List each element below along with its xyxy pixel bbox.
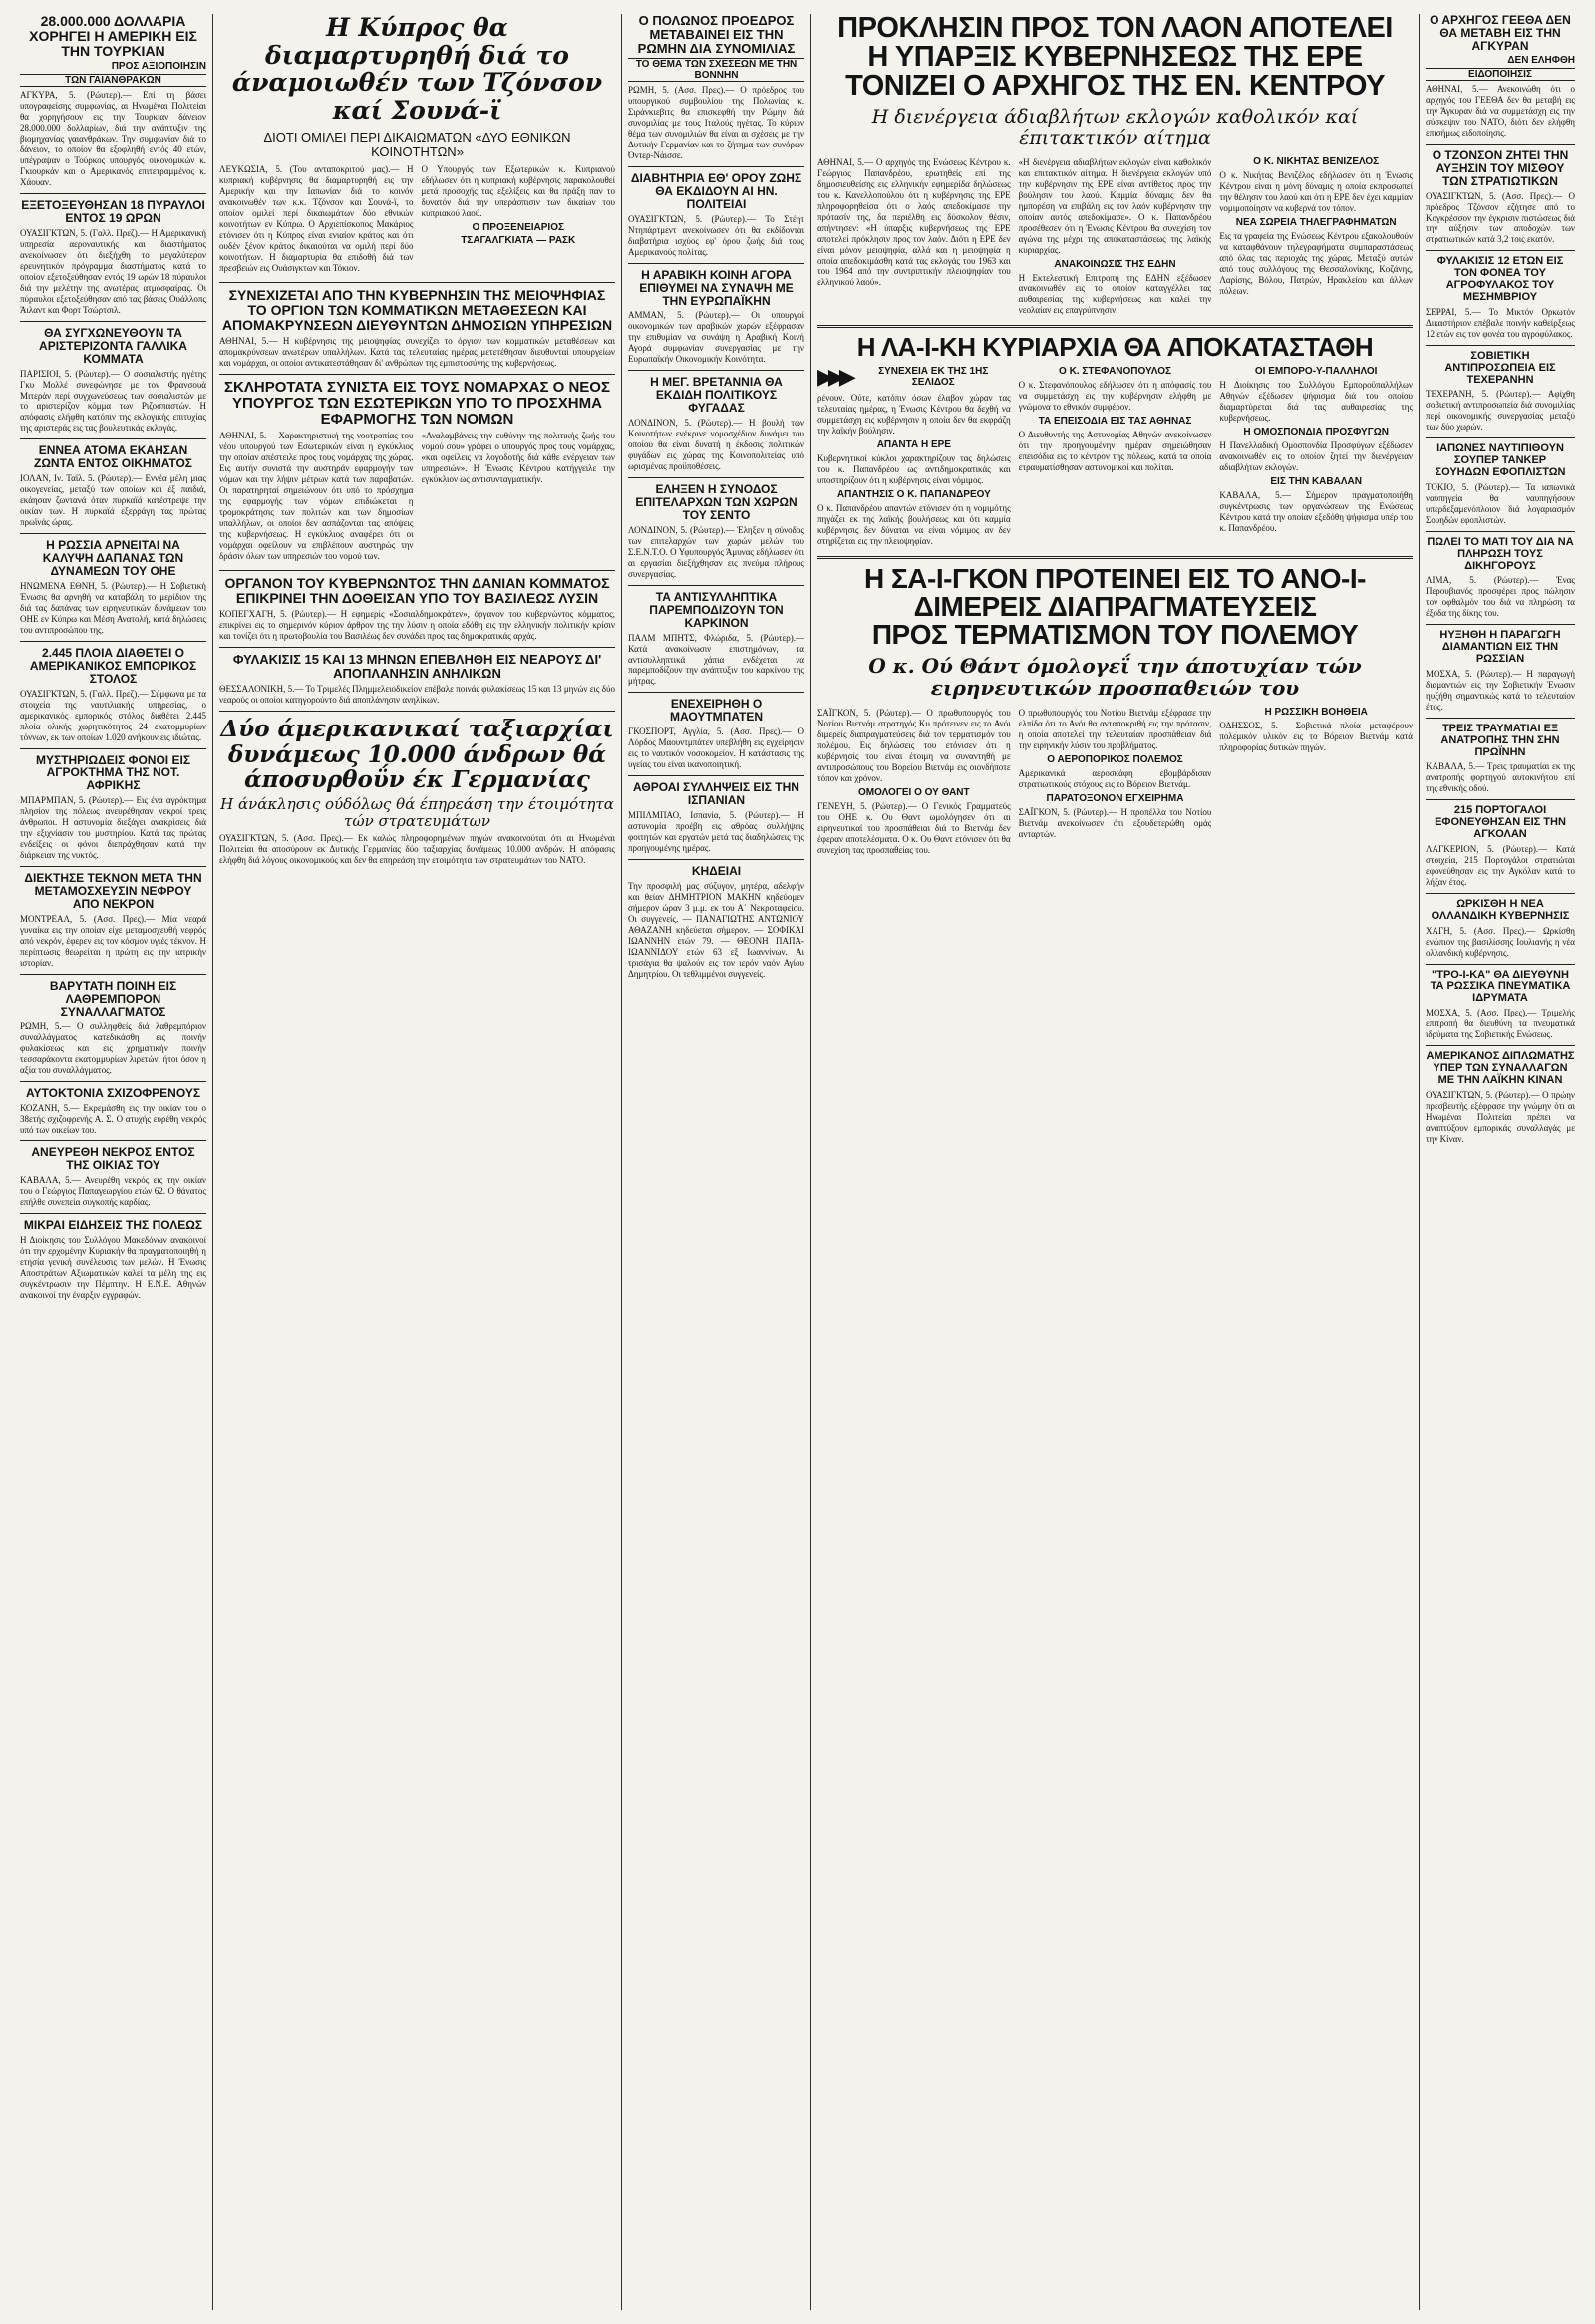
article-body: ΘΕΣΣΑΛΟΝΙΚΗ, 5.— Το Τριμελές Πλημμελειοδικείον επέβαλε ποινάς φυλακίσεως 15 και 13 μηνών εις δύο νεαρούς οι οποίοι κατηγορούντο διά αποπλάνησιν ανηλίκων. [219,684,615,706]
headline: Ο ΠΟΛΩΝΟΣ ΠΡΟΕΔΡΟΣ ΜΕΤΑΒΑΙΝΕΙ ΕΙΣ ΤΗΝ ΡΩΜΗΝ ΔΙΑ ΣΥΝΟΜΙΛΙΑΣ [637,14,796,57]
headline: ΜΙΚΡΑΙ ΕΙΔΗΣΕΙΣ ΤΗΣ ΠΟΛΕΩΣ [23,1218,203,1233]
article-body: ΙΟΛΑΝ, Ιν. Ταϊλ. 5. (Ρώυτερ).— Εννέα μέλη μιας οικογενείας, μεταξύ των οποίων και έξ παιδιά, εκάησαν ζωντανά όταν πυρκαϊά κατέστρεψε την οικίαν των. Η πυρκαϊά εξερράγη τας πρώτας πρωϊνάς ώρας. [20,473,206,528]
headline: ΑΝΕΥΡΕΘΗ ΝΕΚΡΟΣ ΕΝΤΟΣ ΤΗΣ ΟΙΚΙΑΣ ΤΟΥ [31,1145,195,1173]
headline: Η ΑΡΑΒΙΚΗ ΚΟΙΝΗ ΑΓΟΡΑ ΕΠΙΘΥΜΕΙ ΝΑ ΣΥΝΑΨΗ ΜΕ ΤΗΝ ΕΥΡΩΠΑΪΚΗΝ [639,267,794,308]
subheadline: ΤΟ ΘΕΜΑ ΤΩΝ ΣΧΕΣΕΩΝ ΜΕ ΤΗΝ ΒΟΝΝΗΝ [628,58,804,82]
headline: ΕΞΕΤΟΞΕΥΘΗΣΑΝ 18 ΠΥΡΑΥΛΟΙ ΕΝΤΟΣ 19 ΩΡΩΝ [21,198,205,225]
headline: ΑΜΕΡΙΚΑΝΟΣ ΔΙΠΛΩΜΑΤΗΣ ΥΠΕΡ ΤΩΝ ΣΥΝΑΛΛΑΓΩΝ ΜΕ ΤΗΝ ΛΑΪΚΗΝ ΚΙΝΑΝ [1426,1050,1575,1086]
headline: ΚΗΔΕΙΑΙ [691,863,742,878]
headline: ΔΙΑΒΗΤΗΡΙΑ ΕΘ' ΟΡΟΥ ΖΩΗΣ ΘΑ ΕΚΔΙΔΟΥΝ ΑΙ ΗΝ. ΠΟΛΙΤΕΙΑΙ [630,170,802,211]
headline: ΑΘΡΟΑΙ ΣΥΛΛΗΨΕΙΣ ΕΙΣ ΤΗΝ ΙΣΠΑΝΙΑΝ [633,780,799,808]
subheadline: ΤΩΝ ΓΑΙΑΝΘΡΑΚΩΝ [20,74,206,87]
headline: Δύο άμερικανικαί ταξιαρχίαι δυνάμεως 10.000 άνδρων θά άποσυρθοΰν έκ Γερμανίας [220,716,614,793]
headline: ΣΚΛΗΡΟΤΑΤΑ ΣΥΝΙΣΤΑ ΕΙΣ ΤΟΥΣ ΝΟΜΑΡΧΑΣ Ο ΝΕΟΣ ΥΠΟΥΡΓΟΣ ΤΩΝ ΕΣΩΤΕΡΙΚΩΝ ΥΠΟ ΤΟ ΠΡΟΣΧΗΜΑ ΕΦΑΡΜΟΓΗΣ ΤΩΝ ΝΟΜΩΝ [224,378,610,429]
section-label: ΝΕΑ ΣΩΡΕΙΑ ΤΗΛΕΓΡΑΦΗΜΑΤΩΝ [1235,216,1397,228]
article-body: ΛΟΝΔΙΝΟΝ, 5. (Ρώυτερ).— Η βουλή των Κοινοτήτων ενέκρινε νομοσχέδιον δυνάμει του οποίου θα είναι δυνατή η έκδοσις πολιτικών φυγάδων εις χώρας της Κοινοπολιτείας υπό ωρισμένας προϋποθέσεις. [628,418,804,472]
article-body: ΚΟΖΑΝΗ, 5.— Εκρεμάσθη εις την οικίαν του ο 38ετής σχιζοφρενής Α. Σ. Ο ατυχής ευρέθη νεκρός υπό των οικείων του. [20,1102,206,1135]
subheadline: ΠΡΟΣ ΑΞΙΟΠΟΙΗΣΙΝ [111,61,206,73]
section-label: ΟΙ ΕΜΠΟΡΟ-Υ-ΠΑΛΛΗΛΟΙ [1254,366,1378,378]
headline: ΤΑ ΑΝΤΙΣΥΛΛΗΠΤΙΚΑ ΠΑΡΕΜΠΟΔΙΖΟΥΝ ΤΟΝ ΚΑΡΚΙΝΟΝ [649,589,784,630]
continuation-label: ΣΥΝΕΧΕΙΑ ΕΚ ΤΗΣ 1ΗΣ ΣΕΛΙΔΟΣ [878,366,989,389]
article-body: ΚΑΒΑΛΑ, 5.— Ανευρέθη νεκρός εις την οικίαν του ο Γεώργιος Παπαγεωργίου ετών 62. Ο θάνατος επήλθε συνεπεία συγκοπής καρδίας. [20,1175,206,1208]
article-body: ΑΜΜΑΝ, 5. (Ρώυτερ).— Οι υπουργοί οικονομικών των αραβικών χωρών εξέφρασαν την επιθυμίαν να συνάψη η Αραβική Κοινή Αγορά συμφωνίαν συνεργασίας με την Ευρωπαϊκήν Οικονομικήν Κοινότητα. [628,310,804,365]
section-label: ΠΑΡΑΤΟΞΟΝΟΝ ΕΓΧΕΙΡΗΜΑ [1046,792,1184,804]
headline: ΦΥΛΑΚΙΣΙΣ 12 ΕΤΩΝ ΕΙΣ ΤΟΝ ΦΟΝΕΑ ΤΟΥ ΑΓΡΟΦΥΛΑΚΟΣ ΤΟΥ ΜΕΣΗΜΒΡΙΟΥ [1436,255,1564,304]
article-body: ΟΥΑΣΙΓΚΤΩΝ, 5. (Γαλλ. Πρεζ).— Σύμφωνα με τα στοιχεία της ναυτιλιακής υπηρεσίας, ο αμερικανικός εμπορικός στόλος διαθέτει 2.445 πλοία ολικής χωρητικότητος 24 εκατομμυρίων τόννων, εκ των οποίων 1.020 ανήκουν εις ιδιώτας. [20,688,206,742]
article-body: Ο Διευθυντής της Αστυνομίας Αθηνών ανεκοίνωσεν ότι την προηγουμένην ημέραν σημειώθησαν επεισόδια εις το κέντρον της πόλεως, κατά τα οποία ετραυματίσθησαν αστυνομικοί και πολίται. [1018,430,1212,473]
article-body: ΜΟΣΧΑ, 5. (Ρώυτερ).— Η παραγωγή διαμαντιών εις την Σοβιετικήν Ένωσιν ηυξήθη σημαντικώς κατά το τελευταίον έτος. [1426,668,1575,712]
headline: ΣΥΝΕΧΙΖΕΤΑΙ ΑΠΟ ΤΗΝ ΚΥΒΕΡΝΗΣΙΝ ΤΗΣ ΜΕΙΟΨΗΦΙΑΣ ΤΟ ΟΡΓΙΟΝ ΤΩΝ ΚΟΜΜΑΤΙΚΩΝ ΜΕΤΑΘΕΣΕΩΝ ΚΑΙ ΑΠΟΜΑΚΡΥΝΣΕΩΝ ΔΙΕΥΘΥΝΤΩΝ ΔΗΜΟΣΙΩΝ ΥΠΗΡΕΣΙΩΝ [221,286,613,333]
headline: ΗΥΞΗΘΗ Η ΠΑΡΑΓΩΓΗ ΔΙΑΜΑΝΤΙΩΝ ΕΙΣ ΤΗΝ ΡΩΣΣΙΑΝ [1439,629,1561,666]
article-body: ΚΟΠΕΓΧΑΓΗ, 5. (Ρώυτερ).— Η εφημερίς «Σοσιαλδημοκράτεν», όργανον του κυβερνώντος κόμματος, επικρίνει εις το σημερινόν κύριον άρθρον της την λύσιν η οποία εδόθη εις την ελληνικήν πολιτικήν κρίσιν και τονίζει ότι η πρωτοβουλία του Βασιλέως δεν συνάδει προς τας δημοκρατικάς αρχάς. [219,609,615,642]
article-body: ΧΑΓΗ, 5. (Ασσ. Πρες).— Ωρκίσθη ενώπιον της βασιλίσσης Ιουλιανής η νέα ολλανδική κυβέρνησις. [1426,925,1575,958]
article-body: ΟΥΑΣΙΓΚΤΩΝ, 5. (Ασσ. Πρες).— Ο πρόεδρος Τζόνσον εζήτησε από το Κογκρέσσον την έγκρισιν πιστώσεως διά την αύξησιν των αποδοχών των στρατιωτικών κατά 3,2 τοις εκατόν. [1426,190,1575,245]
article-body: ΓΚΟΣΠΟΡΤ, Αγγλία, 5. (Ασσ. Πρες).— Ο Λόρδος Μαουντμπάτεν υπεβλήθη εις εγχείρησιν εις το ναυτικόν νοσοκομείον. Η κατάστασις της υγείας του είναι ικανοποιητική. [628,726,804,770]
headline: ΘΑ ΣΥΓΧΩΝΕΥΘΟΥΝ ΤΑ ΑΡΙΣΤΕΡΙΖΟΝΤΑ ΓΑΛΛΙΚΑ ΚΟΜΜΑΤΑ [39,325,187,366]
headline: 28.000.000 ΔΟΛΛΑΡΙΑ ΧΟΡΗΓΕΙ Η ΑΜΕΡΙΚΗ ΕΙΣ ΤΗΝ ΤΟΥΡΚΙΑΝ [29,14,197,60]
article-body: Αμερικανικά αεροσκάφη εβομβάρδισαν στρατιωτικούς στόχους εις το Βόρειον Βιετνάμ. [1018,767,1212,789]
headline: Η ΛΑ-Ι-ΚΗ ΚΥΡΙΑΡΧΙΑ ΘΑ ΑΠΟΚΑΤΑΣΤΑΘΗ [856,332,1374,363]
headline: 215 ΠΟΡΤΟΓΑΛΟΙ ΕΦΟΝΕΥΘΗΣΑΝ ΕΙΣ ΤΗΝ ΑΓΚΟΛΑΝ [1435,804,1566,841]
column-1 [14,14,213,2310]
article-body: Ο κ. Στεφανόπουλος εδήλωσεν ότι η απόφασίς του να συμμετάσχη εις την κυβέρνησιν ελήφθη με γνώμονα το εθνικόν συμφέρον. [1018,380,1212,413]
article-body: ΣΑΪΓΚΟΝ, 5. (Ρώυτερ).— Ο πρωθυπουργός του Νοτίου Βιετνάμ στρατηγός Κυ πρότεινεν εις το Ανόι διμερείς διαπραγματεύσεις διά τον τερματισμόν του πολέμου. Εις δηλώσεις του ετόνισεν ότι η κυβέρνησίς του είναι έτοιμη να συναντηθή με αντιπροσώπους του Βορείου Βιετνάμ εις οιονδήποτε τόπον και χρόνον. [817,708,1011,783]
section-label: Η ΟΜΟΣΠΟΝΔΙΑ ΠΡΟΣΦΥΓΩΝ [1243,427,1389,438]
headline: ΕΝΝΕΑ ΑΤΟΜΑ ΕΚΑΗΣΑΝ ΖΩΝΤΑ ΕΝΤΟΣ ΟΙΚΗΜΑΤΟΣ [33,443,193,471]
article-body: ΚΑΒΑΛΑ, 5.— Σήμερον πραγματοποιήθη συγκέντρωσις των οργανώσεων της Ενώσεως Κέντρου κατά την οποίαν εξεδόθη ψήφισμα υπέρ του κ. Παπανδρέου. [1219,490,1413,534]
article-body: ΟΥΑΣΙΓΚΤΩΝ, 5. (Γαλλ. Πρεζ).— Η Αμερικανική υπηρεσία αεροναυτικής και διαστήματος ανεκοίνωσεν ότι διεξήχθη το μεγαλύτερον ερευνητικόν πρόγραμμα διαστήματος κατά το οποίον εξετοξεύθησαν εντός 19 ωρών 18 πύραυλοι διά την μελέτην της ανωτέρας ατμοσφαίρας. Οι πύραυλοι εξετοξεύθησαν από τας βάσεις Ουάλλοπς Άιλαντ και Φορτ Τσώρτσιλ. [20,227,206,315]
article-body: ΠΑΛΜ ΜΠΗΤΣ, Φλώριδα, 5. (Ρώυτερ).— Κατά ανακοίνωσιν επιστημόνων, τα αντισυλληπτικά χάπια ενδέχεται να παρεμποδίζουν την ανάπτυξιν του καρκίνου της μήτρας. [628,632,804,687]
section-label: Η ΡΩΣΣΙΚΗ ΒΟΗΘΕΙΑ [1264,707,1368,719]
article-body: Την προσφιλή μας σύζυγον, μητέρα, αδελφήν και θείαν ΔΗΜΗΤΡΙΟΝ ΜΑΚΗΝ κηδεύομεν σήμερον ώραν 3 μ.μ. εκ του Α΄ Νεκροταφείου. Οι συγγενείς. — ΠΑΝΑΓΙΩΤΗΣ ΑΝΤΩΝΙΟΥ ΑΘΑΖΑΝΗ κηδεύεται σήμερον. — ΣΟΦΙΚΑΙ ΙΩΑΝΝΗΝ ετών 79. — ΘΕΟΝΗ ΠΑΠΑ-ΙΩΑΝΝΙΔΟΥ ετών 63 εξ Ιωαννίνων. Αι τρισάγια θα ψαλούν εις τον ιερόν ναόν Αγίου Δημητρίου. Οι τεθλιμμένοι συγγενείς. [628,880,804,979]
headline: Η ΣΑ-Ι-ΓΚΟΝ ΠΡΟΤΕΙΝΕΙ ΕΙΣ ΤΟ ΑΝΟ-Ι- [864,563,1366,595]
subheadline: Η άνάκλησις ούδόλως θά έπηρεάση την έτοιμότητα τών στρατευμάτων [220,795,614,830]
lead-headline: ΤΟΝΙΖΕΙ Ο ΑΡΧΗΓΟΣ ΤΗΣ ΕΝ. ΚΕΝΤΡΟΥ [845,70,1385,102]
article-body: Εις τα γραφεία της Ενώσεως Κέντρου εξακολουθούν να καταφθάνουν τηλεγραφήματα συμπαραστάσεως από όλας τας περιοχάς της χώρας. Μεταξύ αυτών από τους συλλόγους της Θεσσαλονίκης, Κοζάνης, Λαρίσης, Βόλου, Πατρών, Ηρακλείου και άλλων πόλεων. [1219,230,1413,296]
article-body: ΡΩΜΗ, 5. (Ασσ. Πρες).— Ο πρόεδρος του υπουργικού συμβουλίου της Πολωνίας κ. Σιράνκιεβιτς θα επισκεφθή την Ρώμην διά συνομιλίας με τους Ιταλούς ηγέτας. Το κύριον θέμα των συνομιλιών θα είναι αι σχέσεις με την Δυτικήν Γερμανίαν και το ζήτημα των συνόρων Όντερ-Νάισσε. [628,85,804,160]
column-5 [1420,14,1581,2310]
article-body: ΛΕΥΚΩΣΙΑ, 5. (Του ανταποκριτού μας).— Η κυπριακή κυβέρνησις θα διαμαρτυρηθή εις την Αμερικήν και την Ιαπωνίαν διά το κοινόν ανακοινωθέν των κ.κ. Τζόνσον και Σουνά-ϊ, το οποίον ομιλεί περί δικαιωμάτων δύο εθνικών κοινοτήτων εν Κύπρω. Ο Αρχιεπίσκοπος Μακάριος ετόνισεν ότι η Κύπρος είναι ενιαίον κράτος και ότι ουδέν ξένον κράτος δικαιούται να ομιλή περί δύο κοινοτήτων. Η διαμαρτυρία θα επιδοθή διά των πρεσβειών εις Ουάσιγκτων και Τόκιον. [219,164,414,273]
column-2 [213,14,622,2310]
article-body: ΣΕΡΡΑΙ, 5.— Το Μικτόν Ορκωτόν Δικαστήριον επέβαλε ποινήν καθείρξεως 12 ετών εις τον φονέα του αγροφύλακος. [1426,306,1575,339]
article-body: ΟΥΑΣΙΓΚΤΩΝ, 5. (Ρώυτερ).— Το Στέητ Ντηπάρτμεντ ανεκοίνωσεν ότι θα εκδίδονται διαβατήρια ισχύος εφ' όρου ζωής διά τους Αμερικανούς πολίτας. [628,213,804,257]
column-3 [622,14,811,2310]
subheadline: ΕΙΔΟΠΟΙΗΣΙΣ [1426,68,1575,81]
article-body: ΟΥΑΣΙΓΚΤΩΝ, 5. (Ρώυτερ).— Ο πρώην πρεσβευτής εξέφρασε την γνώμην ότι αι Ηνωμέναι Πολιτείαι πρέπει να αναπτύξουν εμπορικάς συναλλαγάς με την Κίναν. [1426,1089,1575,1144]
subheadline: ΔΙΟΤΙ ΟΜΙΛΕΙ ΠΕΡΙ ΔΙΚΑΙΩΜΑΤΩΝ «ΔΥΟ ΕΘΝΙΚΩΝ ΚΟΙΝΟΤΗΤΩΝ» [263,130,571,159]
article-body: ΑΘΗΝΑΙ, 5.— Ο αρχηγός της Ενώσεως Κέντρου κ. Γεώργιος Παπανδρέου, ερωτηθείς επί της δημοσιευθείσης εις ελληνικήν εφημερίδα δηλώσεως του κ. Κανελλοπούλου ότι η κυβέρνησις της ΕΡΕ πληροφορηθείσα ότι ο λαός απεδοκίμασε την πρότασίν της, δα περιέλθη εις δύσκολον θέσιν, απήντησεν: «Η ύπαρξις κυβερνήσεως της ΕΡΕ αποτελεί πρόκλησιν προς τον λαόν. Διότι η ΕΡΕ δεν είναι μόνον μειοψηφία, αλλά και η μειοψηφία η οποία απεδοκιμάσθη κατά τας εκλογάς του 1963 και του 1964 από την συντριπτικήν πλειοψηφίαν του ελληνικού λαού». [817,156,1011,288]
article-body: ΤΕΧΕΡΑΝΗ, 5. (Ρώυτερ).— Αφίχθη σοβιετική αντιπροσωπεία διά συνομιλίας περί οικονομικής συνεργασίας μεταξύ των δύο χωρών. [1426,389,1575,433]
headline: Η ΡΩΣΣΙΑ ΑΡΝΕΙΤΑΙ ΝΑ ΚΑΛΥΨΗ ΔΑΠΑΝΑΣ ΤΩΝ ΔΥΝΑΜΕΩΝ ΤΟΥ ΟΗΕ [42,538,184,579]
headline: ΔΙΕΚΤΗΣΕ ΤΕΚΝΟΝ ΜΕΤΑ ΤΗΝ ΜΕΤΑΜΟΣΧΕΥΣΙΝ ΝΕΦΡΟΥ ΑΠΟ ΝΕΚΡΟΝ [24,871,202,912]
headline: "ΤΡΟ-Ι-ΚΑ" ΘΑ ΔΙΕΥΘΥΝΗ ΤΑ ΡΩΣΣΙΚΑ ΠΝΕΥΜΑΤΙΚΑ ΙΔΡΥΜΑΤΑ [1430,968,1571,1005]
article-body: «Η διενέργεια αδιαβλήτων εκλογών είναι καθολικόν και επιτακτικόν αίτημα. Η διενέργεια εκλογών υπό την κυβέρνησιν της ΕΡΕ είναι αντίθετος προς την βούλησιν του λαού. Καμμία δύναμις δεν θα ημπορέση να επιβάλη εις τον λαόν κυβέρνησιν την οποίαν αυτός απεδοκίμασε». Ο κ. Παπανδρέου προσέθεσεν ότι η Ένωσις Κέντρου θα συνεχίση τον αγώνα της μέχρι της αποκαταστάσεως της λαϊκής κυριαρχίας. [1018,156,1212,255]
headline: ΜΥΣΤΗΡΙΩΔΕΙΣ ΦΟΝΟΙ ΕΙΣ ΑΓΡΟΚΤΗΜΑ ΤΗΣ ΝΟΤ. ΑΦΡΙΚΗΣ [35,752,191,793]
headline: Η ΜΕΓ. ΒΡΕΤΑΝΝΙΑ ΘΑ ΕΚΔΙΔΗ ΠΟΛΙΤΙΚΟΥΣ ΦΥΓΑΔΑΣ [650,375,783,416]
article-body: ΛΟΝΔΙΝΟΝ, 5. (Ρώυτερ).— Έληξεν η σύνοδος των επιτελαρχών των χωρών μελών του Σ.Ε.Ν.Τ.Ο. Ο Υφυπουργός Άμυνας εδήλωσεν ότι αι εργασίαι διεξήχθησαν εις πνεύμα πλήρους συνεργασίας. [628,524,804,579]
section-label: ΑΠΑΝΤΗΣΙΣ Ο Κ. ΠΑΠΑΝΔΡΕΟΥ [836,489,991,501]
article-body: ΜΠΑΡΜΠΑΝ, 5. (Ρώυτερ).— Εις ένα αγρόκτημα πλησίον της πόλεως ανευρέθησαν νεκροί τρεις άνθρωποι. Η αστυνομία διεξάγει ανακρίσεις διά την εξιχνίασιν του μυστηρίου. Κατά τας πρώτας ενδείξεις οι φόνοι διεπράχθησαν κατά την διάρκειαν της νυκτός. [20,795,206,861]
section-label: ΟΜΟΛΟΓΕΙ Ο ΟΥ ΘΑΝΤ [858,786,970,798]
article-body: ΛΑΓΚΕΡΙΟΝ, 5. (Ρώυτερ).— Κατά στοιχεία, 215 Πορτογάλοι στρατιώται εφονεύθησαν εις την Αγκόλαν κατά το λήξαν έτος. [1426,843,1575,887]
article-body: Ο κ. Νικήτας Βενιζέλος εδήλωσεν ότι η Ένωσις Κέντρου είναι η μόνη δύναμις η οποία εκπροσωπεί την θέλησιν του λαού και ότι η ΕΡΕ δεν έχει καμμίαν νομιμοποίησιν να κυβερνά τον τόπον. [1219,169,1413,213]
headline: ΕΛΗΞΕΝ Η ΣΥΝΟΔΟΣ ΕΠΙΤΕΛΑΡΧΩΝ ΤΩΝ ΧΩΡΩΝ ΤΟΥ ΣΕΝΤΟ [635,482,798,522]
headline: ΔΙΜΕΡΕΙΣ ΔΙΑΠΡΑΓΜΑΤΕΥΣΕΙΣ [913,591,1317,623]
lead-headline: Η Κύπρος θα διαμαρτυρηθή διά το άναμοιωθέν των Τζόνσον καί Σουνά-ϊ [231,14,603,125]
article-body: ρένουν. Ούτε, κατόπιν όσων έλαβον χώραν τας τελευταίας ημέρας, η Ένωσις Κέντρου θα δεχθή να συμμετάσχη εις κυβέρνησιν η οποία δεν θα εκφράζη την λαϊκήν βούλησιν. [817,393,1011,436]
article-body: ΓΕΝΕΥΗ, 5. (Ρώυτερ).— Ο Γενικός Γραμματεύς του ΟΗΕ κ. Ου Θαντ ωμολόγησεν ότι αι ειρηνευτικαί του προσπάθειαι διά το Βιετνάμ δεν έφεραν αποτελέσματα. Ο κ. Ου Θαντ ετόνισεν ότι θα συνεχίση τας προσπαθείας του. [817,800,1011,855]
article-body: ΜΟΝΤΡΕΑΛ, 5. (Ασσ. Πρες).— Μία νεαρά γυναίκα εις την οποίαν είχε μεταμοσχευθή νεφρός από νεκρόν, έφερεν εις τον κόσμον υγιές τέκνον. Η περίπτωσις θεωρείται η πρώτη εις την ιατρικήν ιστορίαν. [20,914,206,968]
article-body: Η Εκτελεστική Επιτροπή της ΕΔΗΝ εξέδωσεν ανακοινωθέν εις το οποίον καταγγέλλει τας αυθαιρεσίας της κυβερνήσεως και καλεί την νεολαίαν εις επαγρύπνησιν. [1018,272,1212,316]
article-body: ΗΝΩΜΕΝΑ ΕΘΝΗ, 5. (Ρώυτερ).— Η Σοβιετική Ένωσις θα αρνηθή να καταβάλη το μερίδιον της διά τας δαπάνας των ειρηνευτικών δυνάμεων του ΟΗΕ εν Κύπρω και Μέση Ανατολή, κατά δηλώσεις του αντιπροσώπου της. [20,580,206,635]
article-body: ΟΥΑΣΙΓΚΤΩΝ, 5. (Ασσ. Πρες).— Εκ καλώς πληροφορημένων πηγών ανακοινούται ότι αι Ηνωμέναι Πολιτείαι θα αποσύρουν εκ Δυτικής Γερμανίας δύο ταξιαρχίας δυνάμεως 10.000 ανδρών. Η απόφασις ελήφθη διά λόγους οικονομικούς και δεν θα επηρεάση την ετοιμότητα των στρατευμάτων του ΝΑΤΟ. [219,833,615,866]
column-4 [811,14,1420,2310]
headline: Ο ΤΖΟΝΣΟΝ ΖΗΤΕΙ ΤΗΝ ΑΥΞΗΣΙΝ ΤΟΥ ΜΙΣΘΟΥ ΤΩΝ ΣΤΡΑΤΙΩΤΙΚΩΝ [1432,147,1569,188]
headline: ΕΝΕΧΕΙΡΗΘΗ Ο ΜΑΟΥΤΜΠΑΤΕΝ [669,697,763,725]
subheadline: Ο κ. Ού Θάντ όμολογεΐ την άποτυχίαν τών ειρηνευτικών προσπαθειών του [868,654,1362,701]
article-body: ΑΘΗΝΑΙ, 5.— Χαρακτηριστική της νοοτροπίας του νέου υπουργού των Εσωτερικών είναι η εγκύκλιος την οποίαν απέστειλε προς τους νομάρχας της χώρας. Εις αυτήν συνιστά την αυστηράν εφαρμογήν των νόμων και την λήψιν μέτρων κατά των παραβατών. Οι παρατηρηταί σημειώνουν ότι υπό το πρόσχημα της εφαρμογής των νόμων επιδιώκεται η τρομοκράτησις των πολιτών και των δημοσίων υπαλλήλων, οι οποίοι δεν ασπάζονται τας απόψεις της κυβερνήσεως. Η εγκύκλιος αναφέρει ότι οι νομάρχαι οφείλουν να επιβλέπουν αυστηρώς την δράσιν όλων των υπηρεσιών του νομού των. [219,431,414,562]
headline: ΣΟΒΙΕΤΙΚΗ ΑΝΤΙΠΡΟΣΩΠΕΙΑ ΕΙΣ ΤΕΧΕΡΑΝΗΝ [1444,349,1556,386]
article-body: ΚΑΒΑΛΑ, 5.— Τρεις τραυματίαι εκ της ανατροπής φορτηγού αυτοκινήτου επί της εθνικής οδού. [1426,761,1575,794]
arrow-icon: ▶▶▶ [817,364,850,390]
article-body: ΡΩΜΗ, 5.— Ο συλληφθείς διά λαθρεμπόριον συναλλάγματος κατεδικάσθη εις ποινήν φυλακίσεως και εις χρηματικήν ποινήν τεσσαράκοντα εκατομμυρίων λιρετών, ήτοι όσον η αξία του συναλλάγματος. [20,1020,206,1075]
article-body: Η Διοίκησις του Συλλόγου Μακεδόνων ανακοινοί ότι την ερχομένην Κυριακήν θα πραγματοποιηθή η ετησία γενική συνέλευσις των μελών. Η Ένωσις Αποστράτων Αξιωματικών καλεί τα μέλη της εις συγκέντρωσιν την Πέμπτην. Η Ε.Ν.Ε. Αθηνών ανακοινοί την έναρξιν εγγραφών. [20,1235,206,1301]
section-label: Ο ΠΡΟΞΕΝΕΙΑΡΙΟΣ [472,221,564,233]
section-label: ΤΑ ΕΠΕΙΣΟΔΙΑ ΕΙΣ ΤΑΣ ΑΘΗΝΑΣ [1038,416,1192,428]
article-body: ΑΘΗΝΑΙ, 5.— Ανεκοινώθη ότι ο αρχηγός του ΓΕΕΘΑ δεν θα μεταβή εις την Άγκυραν διά να συμμετάσχη εις την σύσκεψιν του ΝΑΤΟ, διότι δεν ελήφθη επισήμως ειδοποίησις. [1426,83,1575,138]
lead-headline: ΠΡΟΚΛΗΣΙΝ ΠΡΟΣ ΤΟΝ ΛΑΟΝ ΑΠΟΤΕΛΕΙ [837,14,1393,44]
section-label: ΑΝΑΚΟΙΝΩΣΙΣ ΤΗΣ ΕΔΗΝ [1054,258,1176,270]
article-body: Η Διοίκησις του Συλλόγου Εμποροϋπαλλήλων Αθηνών εξέδωσεν ψήφισμα διά του οποίου διαμαρτύρεται διά τας αυθαιρεσίας της κυβερνήσεως. [1219,380,1413,424]
article-body: ΑΓΚΥΡΑ, 5. (Ρώυτερ).— Επί τη βάσει υπογραφείσης συμφωνίας, αι Ηνωμέναι Πολιτείαι θα χορηγήσουν εις την Τουρκίαν δάνειον 28.000.000 δολλαρίων, διά την ανάπτυξιν της βιομηχανίας γαιανθράκων. Την συμφωνίαν διά το δάνειον, το οποίον θα εξοφληθή εντός 40 ετών, υπέγραψαν ο Τούρκος υπουργός οικονομικών κ. Γκιουρκάν και ο Αμερικανός επιτετραμμένος κ. Χάουαν. [20,90,206,188]
article-body: Ο πρωθυπουργός του Νοτίου Βιετνάμ εξέφρασε την ελπίδα ότι το Ανόι θα ανταποκριθή εις την πρότασιν, η οποία αποτελεί την τελευταίαν προσπάθειαν διά την ειρηνικήν λύσιν του προβλήματος. [1018,708,1212,750]
article-body: ΜΟΣΧΑ, 5. (Ασσ. Πρες).— Τριμελής επιτροπή θα διευθύνη τα πνευματικά ιδρύματα της Σοβιετικής Ενώσεως. [1426,1008,1575,1040]
article-body: Ο Υπουργός των Εξωτερικών κ. Κυπριανού εδήλωσεν ότι η κυπριακή κυβέρνησις παρακολουθεί μετά προσοχής τας εξελίξεις και θα πράξη παν το δυνατόν διά την υπεράσπισιν των δικαίων του κυπριακού λαού. [421,164,615,218]
headline: ΟΡΓΑΝΟΝ ΤΟΥ ΚΥΒΕΡΝΩΝΤΟΣ ΤΗΝ ΔΑΝΙΑΝ ΚΟΜΜΑΤΟΣ ΕΠΙΚΡΙΝΕΙ ΤΗΝ ΔΟΘΕΙΣΑΝ ΥΠΟ ΤΟΥ ΒΑΣΙΛΕΩΣ ΛΥΣΙΝ [224,575,610,607]
article-body: ΤΟΚΙΟ, 5. (Ρώυτερ).— Τα ιαπωνικά ναυπηγεία θα ναυπηγήσουν υπερδεξαμενόπλοιον διά λογαριασμόν Σουηδών εφοπλιστών. [1426,481,1575,525]
article-body: Κυβερνητικοί κύκλοι χαρακτηρίζουν τας δηλώσεις του κ. Παπανδρέου ως αντιδημοκρατικάς και υποστηρίζουν ότι η κυβέρνησις είναι νόμιμος. [817,453,1011,486]
section-label: ΤΣΑΓΑΛΓΚΙΑΤΑ — ΡΑΣΚ [461,234,576,246]
headline: ΩΡΚΙΣΘΗ Η ΝΕΑ ΟΛΛΑΝΔΙΚΗ ΚΥΒΕΡΝΗΣΙΣ [1431,897,1570,922]
subheadline: Η διενέργεια άδιαβλήτων εκλογών καθολικόν καί έπιτακτικόν αίτημα [871,106,1359,148]
headline: ΦΥΛΑΚΙΣΙΣ 15 ΚΑΙ 13 ΜΗΝΩΝ ΕΠΕΒΛΗΘΗ ΕΙΣ ΝΕΑΡΟΥΣ ΔΙ' ΑΠΟΠΛΑΝΗΣΙΝ ΑΝΗΛΙΚΩΝ [232,652,602,682]
article-body: ΣΑΪΓΚΟΝ, 5. (Ρώυτερ).— Η προπέλλα του Νοτίου Βιετνάμ ανεκοίνωσεν ότι εξουδετερώθη ομάς ανταρτών. [1018,806,1212,839]
article-body: ΜΠΙΛΜΠΑΟ, Ισπανία, 5. (Ρώυτερ).— Η αστυνομία προέβη εις αθρόας συλλήψεις φοιτητών και εργατών μετά τας διαδηλώσεις της προηγουμένης ημέρας. [628,810,804,854]
article-body: «Αναλαμβάνεις την ευθύνην της πολιτικής ζωής του νομού σου» γράφει ο υπουργός προς τους νομάρχας, «και οφείλεις να λογοδοτής διά κάθε ενέργειαν των υπηρεσιών». Η Ένωσις Κέντρου κατήγγειλε την εγκύκλιον ως αντισυνταγματικήν. [421,431,615,485]
article-body: Ο κ. Παπανδρέου απαντών ετόνισεν ότι η νομιμότης πηγάζει εκ της λαϊκής βουλήσεως και ότι καμμία κυβέρνησις δεν δύναται να είναι νόμιμος αν δεν στηρίζεται εις την πλειοψηφίαν. [817,503,1011,547]
section-label: Ο Κ. ΣΤΕΦΑΝΟΠΟΥΛΟΣ [1059,366,1171,378]
article-body: ΛΙΜΑ, 5. (Ρώυτερ).— Ένας Περουβιανός προσφέρει προς πώλησιν τον οφθαλμόν του διά να πληρώση τα έξοδα της δίκης του. [1426,575,1575,619]
article-body: ΠΑΡΙΣΙΟΙ, 5. (Ρώυτερ).— Ο σοσιαλιστής ηγέτης Γκυ Μολλέ συνεφώνησε με τον Φρανσουά Μιτεράν περί συγχωνεύσεως των σοσιαλιστών με το αριστερίζον κόμμα των Ριζοσπαστών. Η απόφασις ελήφθη κατόπιν της εκλογικής επιτυχίας της αριστεράς εις τας βουλευτικάς εκλογάς. [20,368,206,434]
headline: ΠΩΛΕΙ ΤΟ ΜΑΤΙ ΤΟΥ ΔΙΑ ΝΑ ΠΛΗΡΩΣΗ ΤΟΥΣ ΔΙΚΗΓΟΡΟΥΣ [1427,535,1574,572]
headline: Ο ΑΡΧΗΓΟΣ ΓΕΕΘΑ ΔΕΝ ΘΑ ΜΕΤΑΒΗ ΕΙΣ ΤΗΝ ΑΓΚΥΡΑΝ [1430,14,1571,53]
headline: ΠΡΟΣ ΤΕΡΜΑΤΙΣΜΟΝ ΤΟΥ ΠΟΛΕΜΟΥ [871,619,1359,651]
article-body: ΟΔΗΣΣΟΣ, 5.— Σοβιετικά πλοία μεταφέρουν πολεμικόν υλικόν εις το Βόρειον Βιετνάμ κατά πληροφορίας δυτικών πηγών. [1219,721,1413,752]
section-label: ΑΠΑΝΤΑ Η ΕΡΕ [876,439,951,451]
article-body: ΑΘΗΝΑΙ, 5.— Η κυβέρνησις της μειοψηφίας συνεχίζει το όργιον των κομματικών μεταθέσεων και απομακρύνσεων ανωτέρων υπαλλήλων. Κατά τας τελευταίας ημέρας μετετέθησαν διευθυνταί υπουργείων και νομάρχαι, οι οποίοι αντικατεστάθησαν δι' ανθρώπων της εμπιστοσύνης της κυβερνήσεως. [219,336,615,368]
section-label: Ο Κ. ΝΙΚΗΤΑΣ ΒΕΝΙΖΕΛΟΣ [1253,155,1380,167]
newspaper-page [14,14,1581,2310]
headline: ΙΑΠΩΝΕΣ ΝΑΥΤΙΠΙΘΟΥΝ ΣΟΥΠΕΡ ΤΑΝΚΕΡ ΣΟΥΗΔΩΝ ΕΦΟΠΛΙΣΤΩΝ [1435,442,1566,479]
subheadline: ΔΕΝ ΕΛΗΦΘΗ [1507,54,1575,66]
headline: ΑΥΤΟΚΤΟΝΙΑ ΣΧΙΖΟΦΡΕΝΟΥΣ [25,1085,201,1100]
headline: ΤΡΕΙΣ ΤΡΑΥΜΑΤΙΑΙ ΕΞ ΑΝΑΤΡΟΠΗΣ ΤΗΝ ΣΗΝ ΠΡΩΪΝΗΝ [1440,722,1560,758]
section-label: Ο ΑΕΡΟΠΟΡΙΚΟΣ ΠΟΛΕΜΟΣ [1047,753,1183,765]
article-body: Η Πανελλαδική Ομοσπονδία Προσφύγων εξέδωσεν ανακοινωθέν εις το οποίον ζητεί την διενέργειαν αδιαβλήτων εκλογών. [1219,440,1413,473]
section-label: ΕΙΣ ΤΗΝ ΚΑΒΑΛΑΝ [1270,476,1362,488]
headline: ΒΑΡΥΤΑΤΗ ΠΟΙΝΗ ΕΙΣ ΛΑΘΡΕΜΠΟΡΟΝ ΣΥΝΑΛΛΑΓΜΑΤΟΣ [49,978,177,1018]
headline: 2.445 ΠΛΟΙΑ ΔΙΑΘΕΤΕΙ Ο ΑΜΕΡΙΚΑΝΙΚΟΣ ΕΜΠΟΡΙΚΟΣ ΣΤΟΛΟΣ [29,645,197,686]
lead-headline: Η ΥΠΑΡΞΙΣ ΚΥΒΕΡΝΗΣΕΩΣ ΤΗΣ ΕΡΕ [867,41,1363,73]
